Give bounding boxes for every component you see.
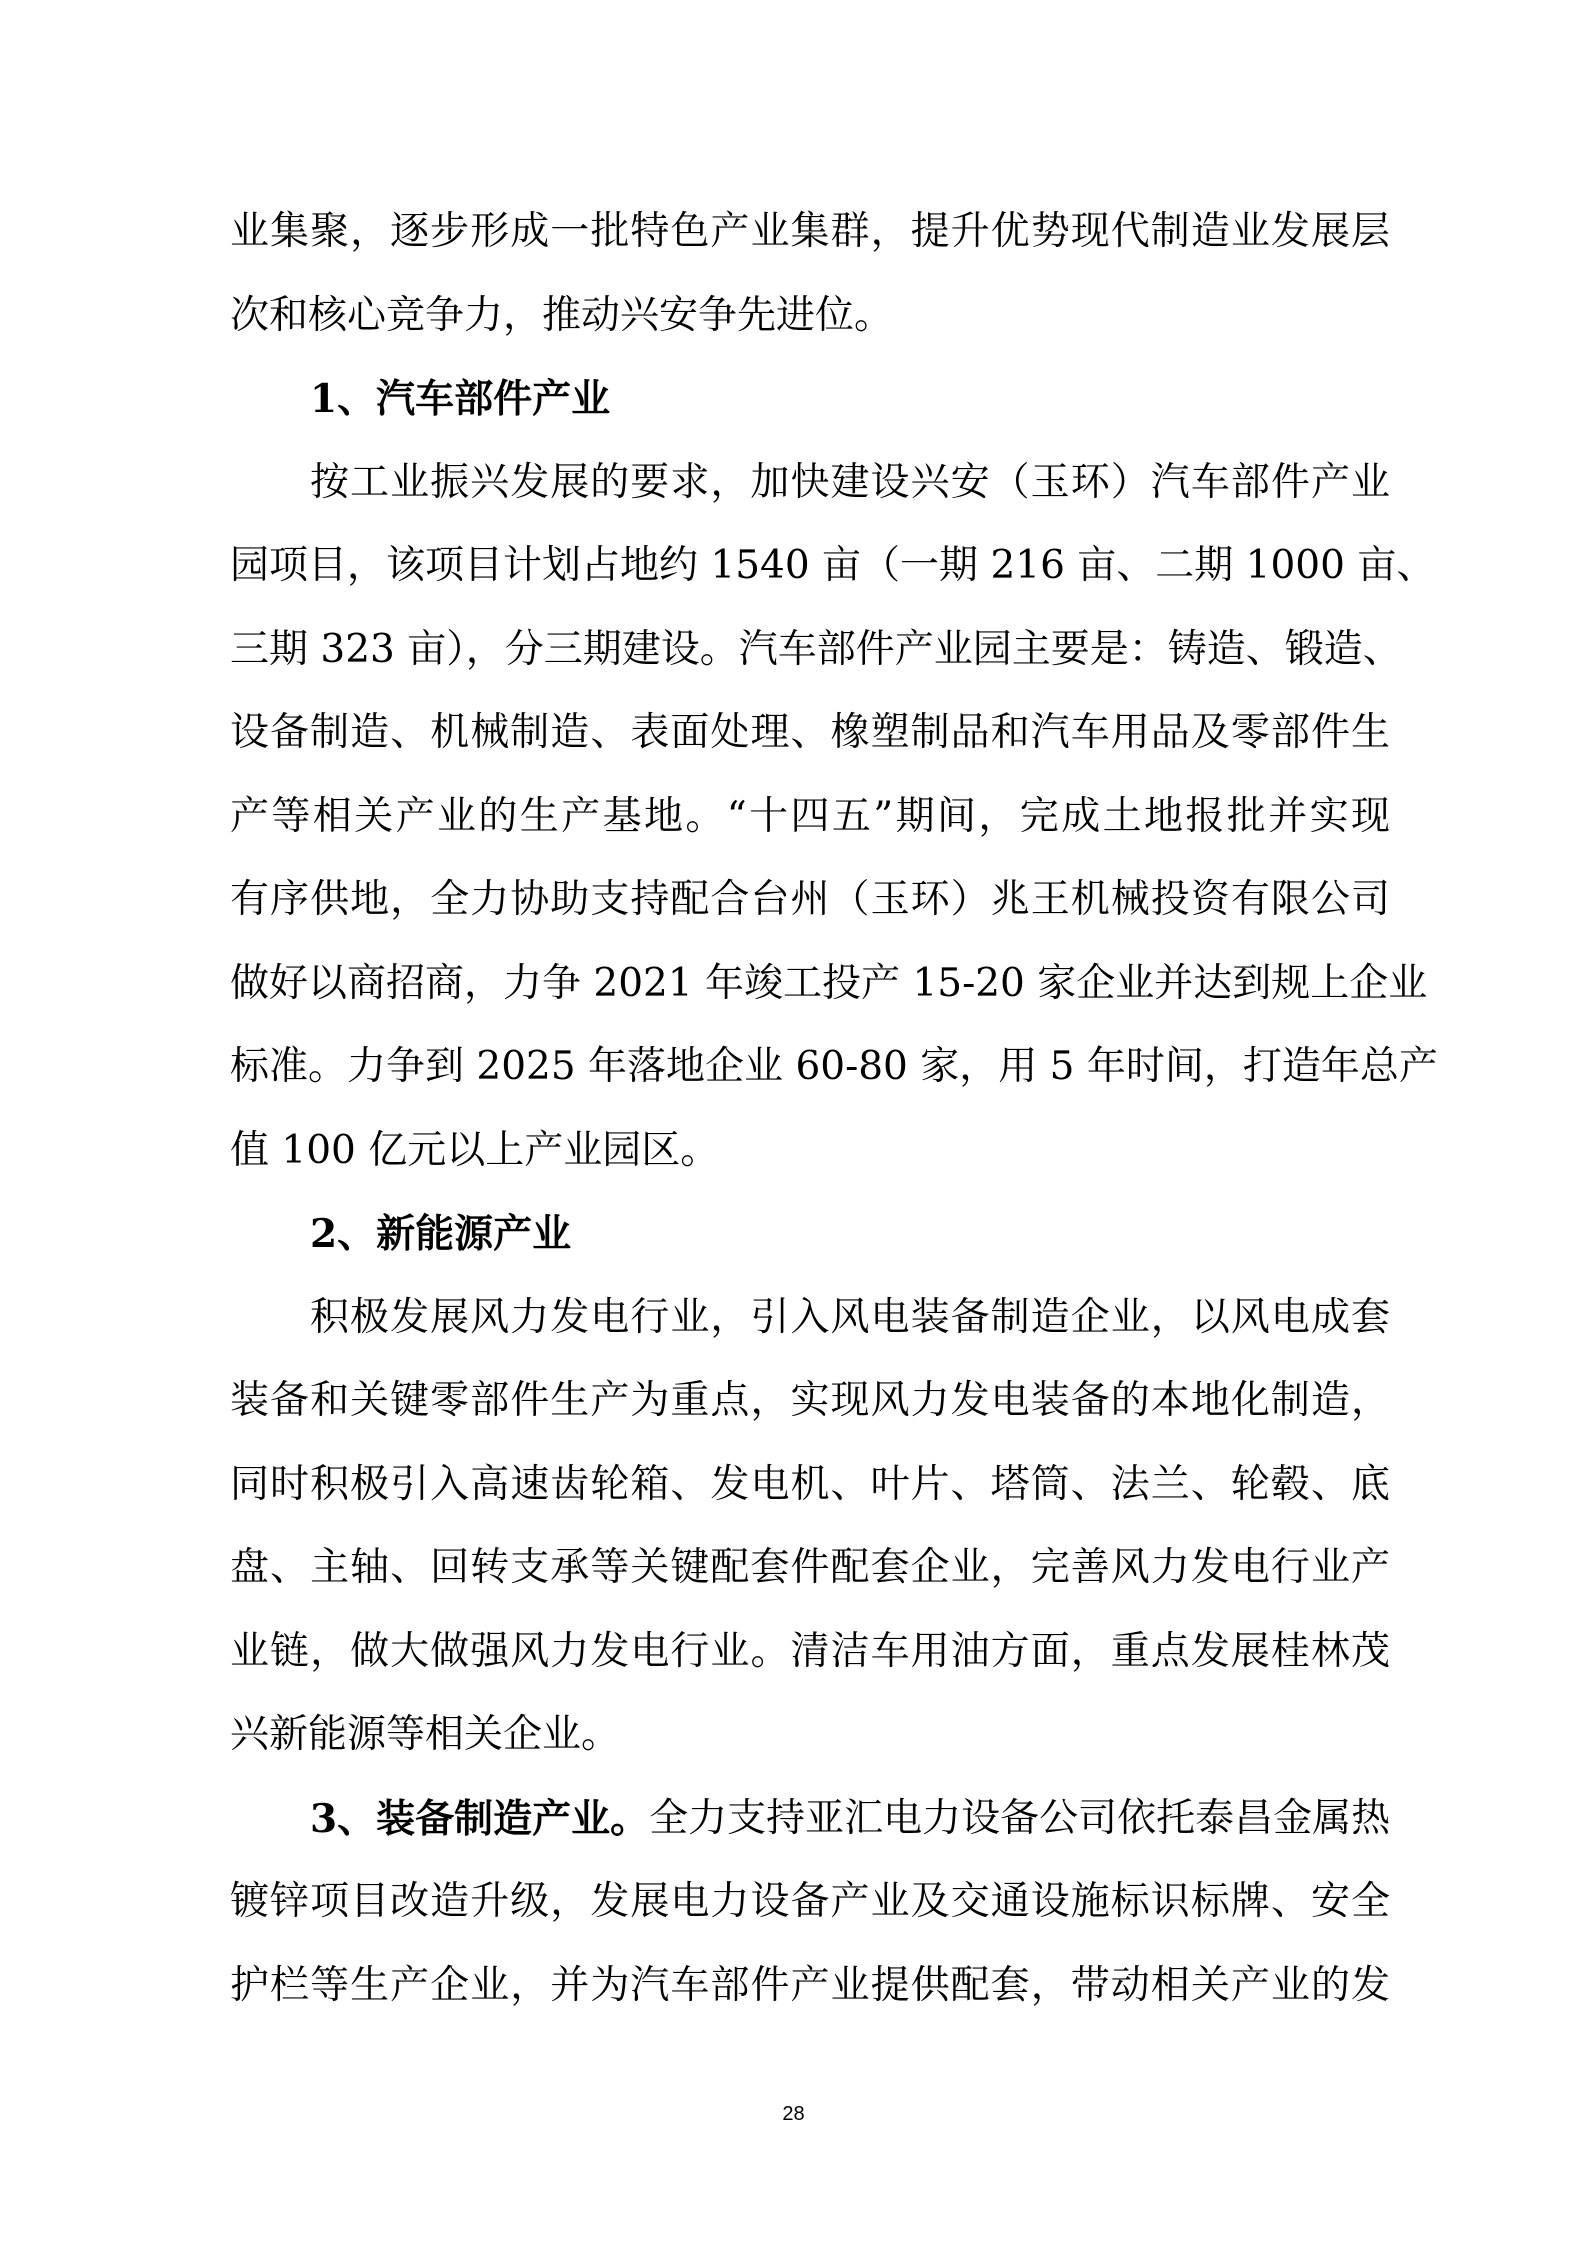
paragraph-line: 做好以商招商，力争 2021 年竣工投产 15-20 家企业并达到规上企业 [230,961,1428,1006]
paragraph-line: 护栏等生产企业，并为汽车部件产业提供配套，带动相关产业的发 [230,1963,1390,2008]
section-heading-automotive: 1、汽车部件产业 [310,376,611,422]
page-number: 28 [782,2103,805,2125]
paragraph-line: 装备和关键零部件生产为重点，实现风力发电装备的本地化制造， [230,1378,1390,1423]
paragraph-line: 业集聚，逐步形成一批特色产业集群，提升优势现代制造业发展层 [230,209,1390,254]
paragraph-line: 园项目，该项目计划占地约 1540 亩（一期 216 亩、二期 1000 亩、 [230,543,1436,588]
paragraph-line: 积极发展风力发电行业，引入风电装备制造企业，以风电成套 [310,1295,1390,1340]
paragraph-line: 产等相关产业的生产基地。“十四五”期间，完成土地报批并实现 [230,794,1390,839]
paragraph-line: 同时积极引入高速齿轮箱、发电机、叶片、塔筒、法兰、轮毂、底 [230,1462,1390,1507]
section-heading-equipment: 3、装备制造产业。 [310,1796,650,1842]
paragraph-line: 次和核心竞争力，推动兴安争先进位。 [230,293,894,338]
paragraph-line-equipment [310,1794,1390,1844]
paragraph-line: 兴新能源等相关企业。 [230,1712,621,1757]
paragraph-line: 设备制造、机械制造、表面处理、橡塑制品和汽车用品及零部件生 [230,710,1390,755]
paragraph-line: 镀锌项目改造升级，发展电力设备产业及交通设施标识标牌、安全 [230,1879,1390,1924]
paragraph-line: 三期 323 亩），分三期建设。汽车部件产业园主要是：铸造、锻造、 [230,627,1402,672]
paragraph-line: 业链，做大做强风力发电行业。清洁车用油方面，重点发展桂林茂 [230,1629,1390,1674]
paragraph-text: 全力支持亚汇电力设备公司依托泰昌金属热 [649,1796,1391,1841]
paragraph-line: 盘、主轴、回转支承等关键配套件配套企业，完善风力发电行业产 [230,1545,1390,1590]
paragraph-line: 按工业振兴发展的要求，加快建设兴安（玉环）汽车部件产业 [310,460,1390,505]
paragraph-line: 有序供地，全力协助支持配合台州（玉环）兆王机械投资有限公司 [230,877,1390,922]
paragraph-line: 标准。力争到 2025 年落地企业 60-80 家，用 5 年时间，打造年总产 [230,1044,1438,1089]
paragraph-line: 值 100 亿元以上产业园区。 [230,1128,720,1173]
section-heading-new-energy: 2、新能源产业 [310,1211,572,1257]
